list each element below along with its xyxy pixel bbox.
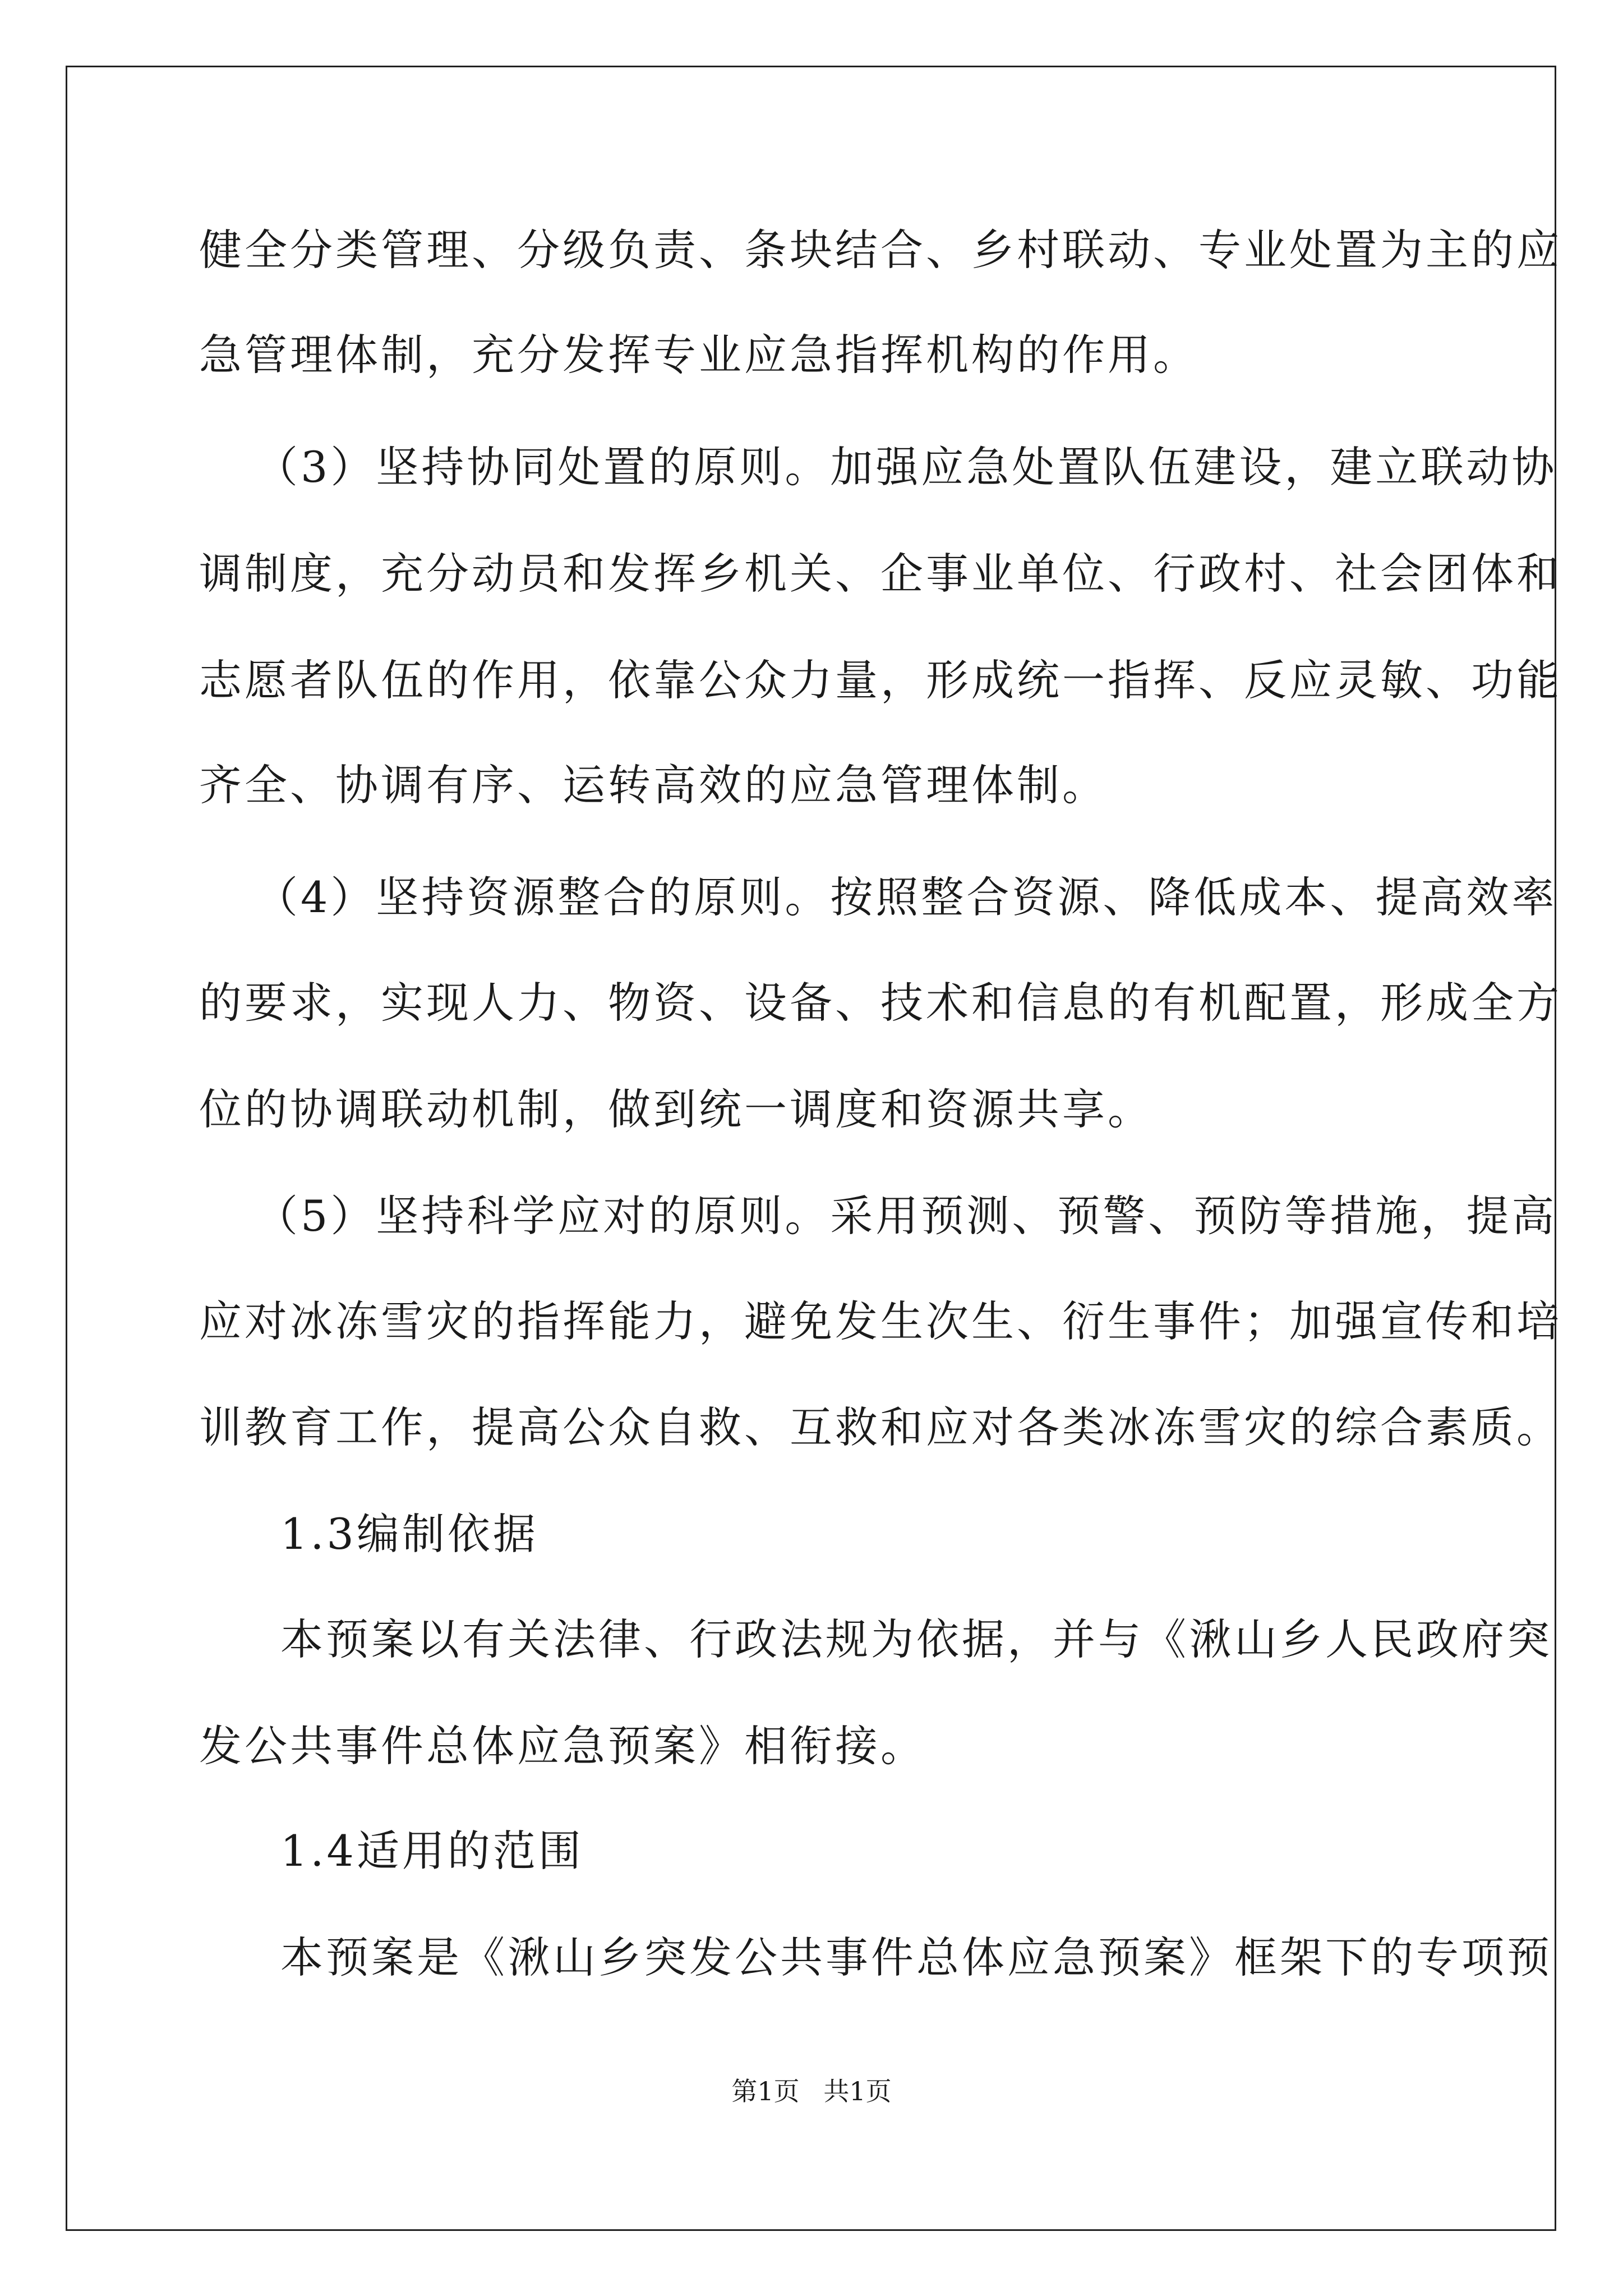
text-line: 的要求，实现人力、物资、设备、技术和信息的有机配置，形成全方 [199, 978, 1562, 1028]
text-line: 志愿者队伍的作用，依靠公众力量，形成统一指挥、反应灵敏、功能 [199, 655, 1562, 705]
text-line: 应对冰冻雪灾的指挥能力，避免发生次生、衍生事件；加强宣传和培 [199, 1296, 1562, 1346]
section-heading: 1.3编制依据 [280, 1509, 538, 1559]
text-line: 调制度，充分动员和发挥乡机关、企事业单位、行政村、社会团体和 [199, 549, 1562, 599]
text-line: （5）坚持科学应对的原则。采用预测、预警、预防等措施，提高 [255, 1191, 1557, 1241]
text-line: 位的协调联动机制，做到统一调度和资源共享。 [199, 1084, 1153, 1134]
page-footer [0, 2078, 1623, 2104]
text-line: （3）坚持协同处置的原则。加强应急处置队伍建设，建立联动协 [255, 442, 1557, 492]
section-heading: 1.4适用的范围 [280, 1826, 584, 1876]
text-line: （4）坚持资源整合的原则。按照整合资源、降低成本、提高效率 [255, 872, 1557, 922]
text-line: 本预案以有关法律、行政法规为依据，并与《湫山乡人民政府突 [280, 1614, 1552, 1664]
text-line: 训教育工作，提高公众自救、互救和应对各类冰冻雪灾的综合素质。 [199, 1402, 1562, 1452]
text-line: 发公共事件总体应急预案》相衔接。 [199, 1721, 926, 1771]
text-line: 急管理体制，充分发挥专业应急指挥机构的作用。 [199, 330, 1198, 380]
text-line: 健全分类管理、分级负责、条块结合、乡村联动、专业处置为主的应 [199, 225, 1562, 275]
text-line: 齐全、协调有序、运转高效的应急管理体制。 [199, 760, 1108, 810]
page-number: 第1页 [731, 2076, 800, 2106]
page-total: 共1页 [823, 2076, 892, 2106]
page-border [66, 66, 1562, 2231]
text-line: 本预案是《湫山乡突发公共事件总体应急预案》框架下的专项预 [280, 1932, 1552, 1982]
